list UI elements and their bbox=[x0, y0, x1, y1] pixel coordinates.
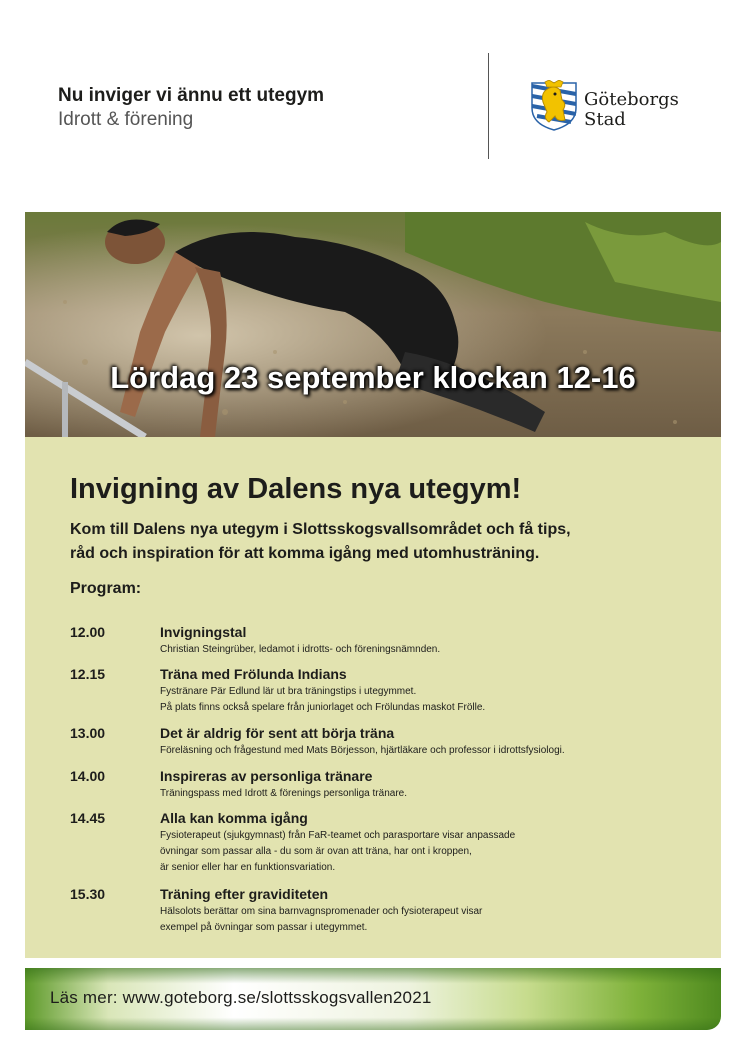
main-heading: Invigning av Dalens nya utegym! bbox=[70, 473, 522, 505]
hero-photo bbox=[25, 212, 721, 437]
page-subtitle: Idrott & förening bbox=[58, 109, 194, 130]
program-time: 15.30 bbox=[70, 886, 106, 902]
program-title: Invigningstal bbox=[160, 624, 247, 640]
intro-line-1: Kom till Dalens nya utegym i Slottsskogsvallsområdet och få tips, bbox=[70, 521, 571, 538]
program-desc-line: Fysioterapeut (sjukgymnast) från FaR-teamet och parasportare visar anpassade bbox=[160, 830, 516, 841]
program-desc bbox=[160, 904, 700, 936]
page-title: Nu inviger vi ännu ett utegym bbox=[58, 85, 325, 106]
program-desc bbox=[160, 828, 700, 876]
intro-line-2: råd och inspiration för att komma igång med utomhusträning. bbox=[70, 545, 540, 562]
intro-text bbox=[70, 518, 690, 566]
program-time: 13.00 bbox=[70, 725, 106, 741]
header-divider bbox=[488, 53, 489, 159]
program-desc-line: Christian Steingrüber, ledamot i idrotts- och föreningsnämnden. bbox=[160, 644, 441, 655]
program-title: Träning efter graviditeten bbox=[160, 886, 329, 902]
event-date-caption: Lördag 23 september klockan 12-16 bbox=[110, 360, 636, 395]
footer-banner bbox=[25, 968, 721, 1030]
program-label: Program: bbox=[70, 580, 142, 597]
logo-line-2: Stad bbox=[584, 109, 626, 130]
program-desc-line: Föreläsning och frågestund med Mats Börjesson, hjärtläkare och professor i idrottsfysiologi. bbox=[160, 745, 565, 756]
program-title: Inspireras av personliga tränare bbox=[160, 768, 373, 784]
program-time: 12.15 bbox=[70, 666, 106, 682]
program-desc-line: På plats finns också spelare från juniorlaget och Frölundas maskot Frölle. bbox=[160, 702, 486, 713]
program-desc bbox=[160, 743, 700, 759]
read-more-link[interactable]: Läs mer: www.goteborg.se/slottsskogsvallen2021 bbox=[50, 988, 432, 1007]
program-desc-line: exempel på övningar som passar i utegymmet. bbox=[160, 922, 368, 933]
goteborg-coat-of-arms-icon bbox=[529, 80, 579, 132]
program-time: 14.00 bbox=[70, 768, 106, 784]
program-title: Alla kan komma igång bbox=[160, 810, 308, 826]
program-desc-line: Hälsolots berättar om sina barnvagnspromenader och fysioterapeut visar bbox=[160, 906, 483, 917]
program-desc bbox=[160, 642, 700, 658]
program-desc-line: Träningspass med Idrott & förenings personliga tränare. bbox=[160, 788, 407, 799]
logo-text bbox=[584, 90, 679, 130]
program-time: 12.00 bbox=[70, 624, 106, 640]
program-desc bbox=[160, 684, 700, 716]
program-time: 14.45 bbox=[70, 810, 106, 826]
program-desc bbox=[160, 786, 700, 802]
program-desc-line: Fystränare Pär Edlund lär ut bra träningstips i utegymmet. bbox=[160, 686, 417, 697]
program-title: Träna med Frölunda Indians bbox=[160, 666, 347, 682]
logo-line-1: Göteborgs bbox=[584, 89, 679, 110]
program-desc-line: övningar som passar alla - du som är ovan att träna, har ont i kroppen, bbox=[160, 846, 472, 857]
program-title: Det är aldrig för sent att börja träna bbox=[160, 725, 395, 741]
hero-photo-illustration bbox=[25, 212, 721, 437]
program-desc-line: är senior eller har en funktionsvariation. bbox=[160, 862, 336, 873]
